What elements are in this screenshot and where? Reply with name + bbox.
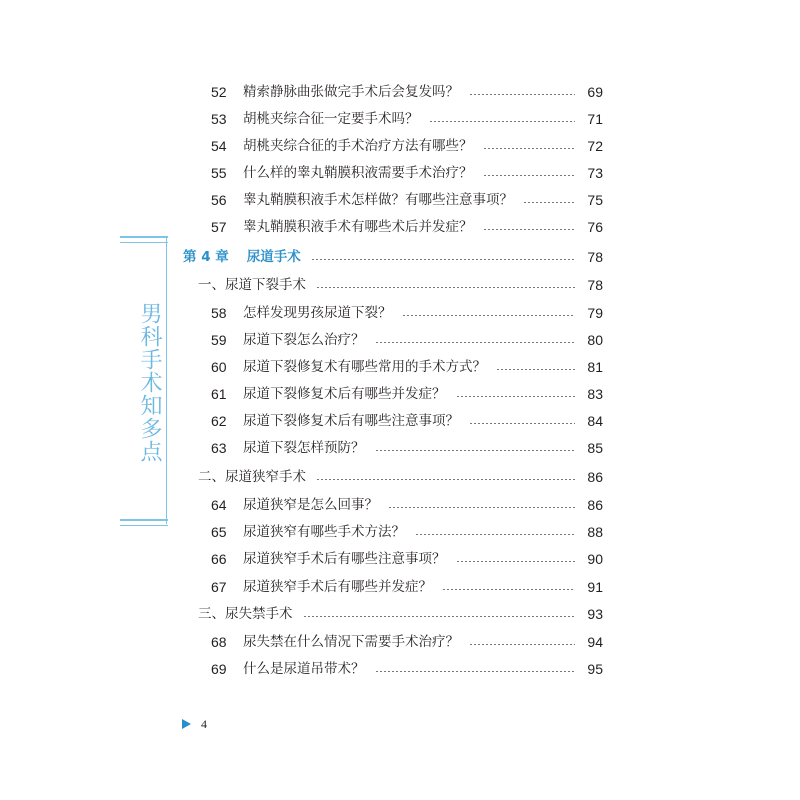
entry-title: 尿道下裂修复术后有哪些注意事项？ [243, 413, 459, 429]
dot-leader [442, 589, 575, 590]
dot-leader [469, 644, 575, 645]
dot-leader [456, 396, 576, 397]
toc-entry[interactable] [211, 437, 603, 459]
toc-entry[interactable] [211, 302, 603, 324]
entry-page: 79 [587, 305, 603, 321]
chapter-title: 尿道手术 [246, 249, 301, 265]
entry-number: 68 [211, 634, 227, 650]
sidebar-rule-top [120, 236, 168, 243]
entry-title: 什么样的睾丸鞘膜积液需要手术治疗？ [243, 165, 473, 181]
dot-leader [483, 148, 576, 149]
section-title: 三、尿失禁手术 [198, 606, 293, 622]
entry-number: 61 [211, 386, 227, 402]
toc-entry[interactable] [211, 356, 603, 378]
entry-number: 58 [211, 305, 227, 321]
entry-title: 尿道下裂怎样预防？ [243, 440, 365, 456]
entry-number: 64 [211, 497, 227, 513]
entry-page: 75 [587, 192, 603, 208]
toc-entry[interactable] [211, 81, 603, 103]
entry-page: 91 [587, 579, 603, 595]
dot-leader [456, 561, 576, 562]
entry-title: 睾丸鞘膜积液手术怎样做？有哪些注意事项？ [243, 192, 513, 208]
toc-entry[interactable] [211, 410, 603, 432]
entry-number: 57 [211, 219, 227, 235]
entry-number: 60 [211, 359, 227, 375]
entry-title: 尿道下裂修复术有哪些常用的手术方式？ [243, 359, 486, 375]
dot-leader [523, 202, 575, 203]
sidebar-rule-vertical [166, 236, 167, 524]
dot-leader [429, 121, 576, 122]
entry-title: 尿道狭窄手术后有哪些注意事项？ [243, 551, 446, 567]
entry-title: 胡桃夹综合征一定要手术吗？ [243, 111, 419, 127]
toc-entry[interactable] [211, 576, 603, 598]
entry-title: 尿道狭窄是怎么回事？ [243, 497, 378, 513]
entry-page: 84 [587, 413, 603, 429]
entry-title: 尿失禁在什么情况下需要手术治疗？ [243, 634, 459, 650]
entry-title: 胡桃夹综合征的手术治疗方法有哪些？ [243, 138, 473, 154]
entry-title: 什么是尿道吊带术？ [243, 661, 365, 677]
dot-leader [375, 450, 576, 451]
dot-leader [375, 671, 576, 672]
dot-leader [483, 175, 576, 176]
dot-leader [316, 287, 575, 288]
entry-number: 69 [211, 661, 227, 677]
toc-entry[interactable] [211, 494, 603, 516]
entry-number: 55 [211, 165, 227, 181]
entry-title: 精索静脉曲张做完手术后会复发吗？ [243, 84, 459, 100]
section-heading[interactable] [198, 466, 603, 488]
entry-page: 90 [587, 551, 603, 567]
toc-entry[interactable] [211, 548, 603, 570]
chapter-label: 第 4 章 [183, 249, 229, 265]
entry-number: 63 [211, 440, 227, 456]
triangle-marker-icon [182, 719, 191, 729]
toc-entry[interactable] [211, 135, 603, 157]
entry-title: 尿道下裂怎么治疗？ [243, 332, 365, 348]
entry-page: 71 [587, 111, 603, 127]
dot-leader [316, 479, 575, 480]
entry-title: 睾丸鞘膜积液手术有哪些术后并发症？ [243, 219, 473, 235]
dot-leader [469, 423, 575, 424]
section-heading[interactable] [198, 603, 603, 625]
entry-page: 76 [587, 219, 603, 235]
entry-number: 53 [211, 111, 227, 127]
entry-number: 66 [211, 551, 227, 567]
section-page: 78 [587, 277, 603, 293]
entry-page: 81 [587, 359, 603, 375]
toc-entry[interactable] [211, 631, 603, 653]
toc-entry[interactable] [211, 216, 603, 238]
dot-leader [402, 315, 576, 316]
section-heading[interactable] [198, 274, 603, 296]
entry-title: 尿道下裂修复术后有哪些并发症？ [243, 386, 446, 402]
dot-leader [303, 616, 576, 617]
entry-title: 怎样发现男孩尿道下裂？ [243, 305, 392, 321]
entry-number: 54 [211, 138, 227, 154]
chapter-page: 78 [587, 249, 603, 265]
dot-leader [375, 342, 576, 343]
entry-page: 69 [587, 84, 603, 100]
dot-leader [469, 94, 575, 95]
entry-page: 88 [587, 524, 603, 540]
section-page: 86 [587, 469, 603, 485]
sidebar-rule-bottom [120, 519, 168, 526]
entry-page: 73 [587, 165, 603, 181]
entry-number: 67 [211, 579, 227, 595]
dot-leader [483, 229, 576, 230]
entry-title: 尿道狭窄手术后有哪些并发症？ [243, 579, 432, 595]
toc-entry[interactable] [211, 658, 603, 680]
entry-number: 52 [211, 84, 227, 100]
sidebar-book-title: 男科手术知多点 [137, 302, 162, 463]
entry-number: 62 [211, 413, 227, 429]
toc-entry[interactable] [211, 329, 603, 351]
entry-page: 85 [587, 440, 603, 456]
section-title: 二、尿道狭窄手术 [198, 469, 306, 485]
entry-page: 94 [587, 634, 603, 650]
entry-number: 56 [211, 192, 227, 208]
toc-entry[interactable] [211, 189, 603, 211]
entry-page: 72 [587, 138, 603, 154]
dot-leader [388, 507, 575, 508]
section-title: 一、尿道下裂手术 [198, 277, 306, 293]
entry-page: 83 [587, 386, 603, 402]
section-page: 93 [587, 606, 603, 622]
dot-leader [311, 259, 575, 260]
entry-title: 尿道狭窄有哪些手术方法？ [243, 524, 405, 540]
entry-number: 59 [211, 332, 227, 348]
entry-page: 86 [587, 497, 603, 513]
entry-page: 80 [587, 332, 603, 348]
toc-entry[interactable] [211, 521, 603, 543]
page-number: 4 [201, 716, 207, 731]
entry-page: 95 [587, 661, 603, 677]
toc-entry[interactable] [211, 383, 603, 405]
dot-leader [415, 534, 575, 535]
toc-entry[interactable] [211, 162, 603, 184]
chapter-heading[interactable] [183, 246, 603, 268]
toc-entry[interactable] [211, 108, 603, 130]
entry-number: 65 [211, 524, 227, 540]
page-footer [182, 716, 207, 732]
dot-leader [496, 369, 575, 370]
